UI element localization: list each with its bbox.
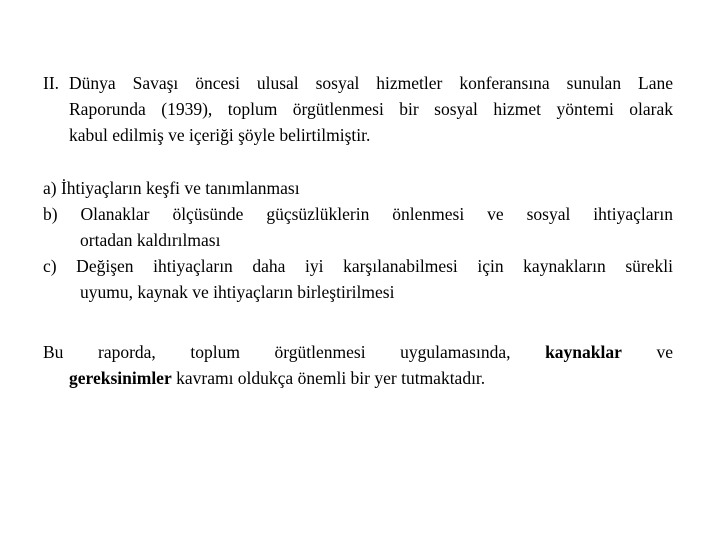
summary-line-1 [43, 339, 673, 365]
list-item-a-text: a) İhtiyaçların keşfi ve tanımlanması [43, 178, 300, 198]
list-item-c [43, 253, 673, 305]
summary-line-2-rest: kavramı oldukça önemli bir yer tutmaktadır. [176, 368, 486, 388]
intro-number: II. [43, 73, 60, 93]
intro-line-3: kabul edilmiş ve içeriği şöyle belirtilmiştir. [69, 125, 371, 145]
intro-line-1 [43, 70, 673, 96]
list-item-b-line-1: b) Olanaklar ölçüsünde güçsüzlüklerin önlenmesi ve sosyal ihtiyaçların [43, 204, 673, 224]
intro-line-2: Raporunda (1939), toplum örgütlenmesi bir sosyal hizmet yöntemi olarak [69, 99, 673, 119]
list-item-c-line-2: uyumu, kaynak ve ihtiyaçların birleştirilmesi [80, 282, 395, 302]
summary-line-1-start: Bu raporda, toplum örgütlenmesi uygulamasında, [43, 342, 511, 362]
criteria-list [43, 175, 673, 305]
summary-term-gereksinimler: gereksinimler [69, 368, 172, 388]
list-item-b [43, 201, 673, 253]
intro-paragraph [43, 70, 673, 148]
intro-line-1-text: Dünya Savaşı öncesi ulusal sosyal hizmetler konferansına sunulan Lane [69, 73, 673, 93]
summary-term-kaynaklar: kaynaklar [545, 342, 622, 362]
summary-line-2 [43, 365, 673, 391]
summary-line-1-end: ve [656, 342, 674, 362]
list-item-a [43, 175, 673, 201]
summary-paragraph [43, 339, 673, 391]
list-item-b-line-2: ortadan kaldırılması [80, 230, 221, 250]
list-item-c-line-1: c) Değişen ihtiyaçların daha iyi karşılanabilmesi için kaynakların sürekli [43, 256, 673, 276]
